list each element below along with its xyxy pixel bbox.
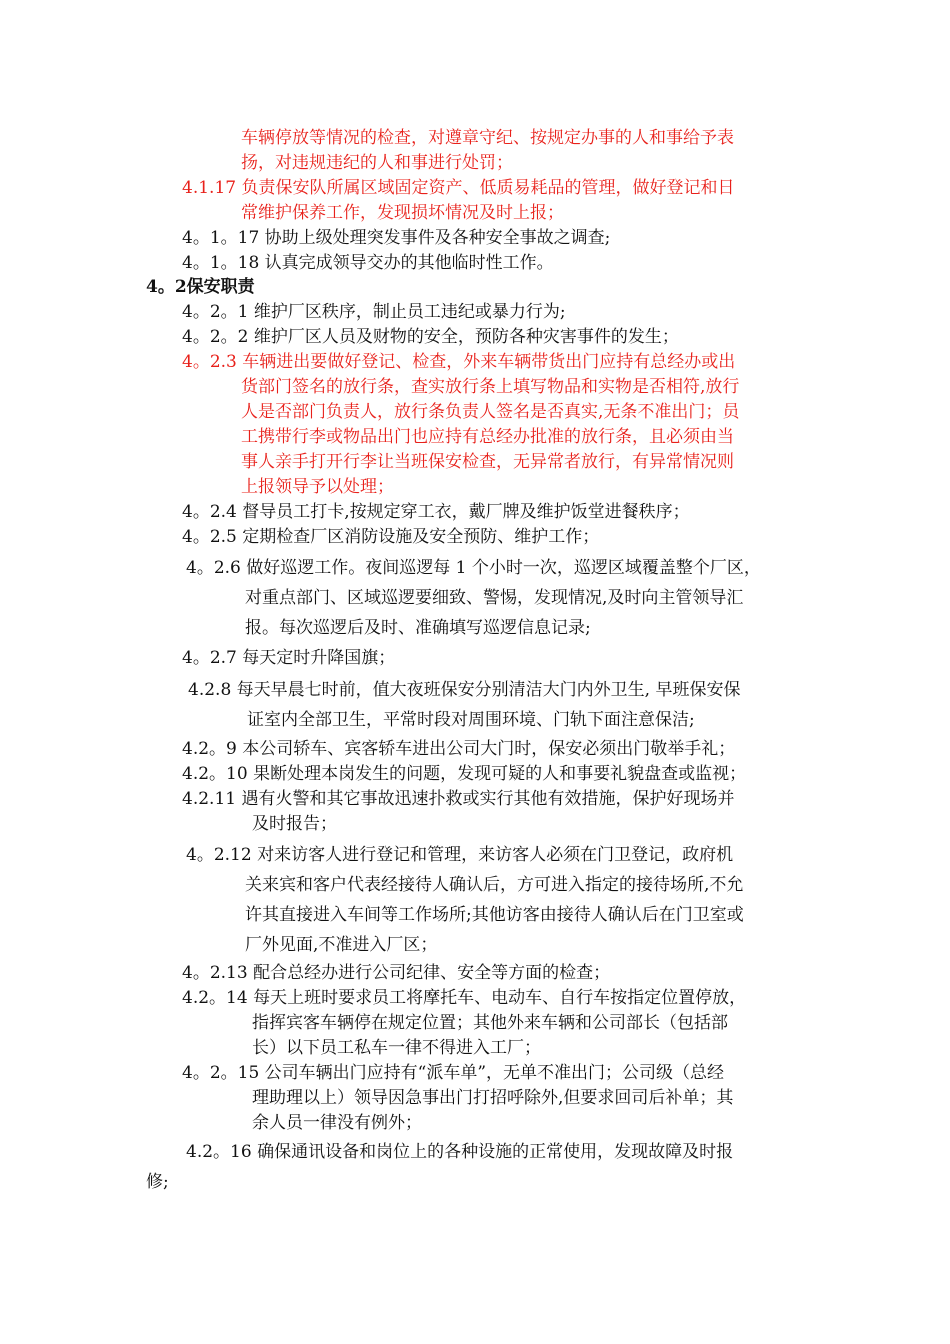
text-line: 4.2。9 本公司轿车、宾客轿车进出公司大门时，保安必须出门敬举手礼；	[182, 739, 736, 759]
text-line: 上报领导予以处理；	[241, 477, 394, 497]
text-line: 4。1。18 认真完成领导交办的其他临时性工作。	[182, 253, 554, 273]
section-heading: 4。2保安职责	[146, 277, 255, 297]
text-line: 人是否部门负责人，放行条负责人签名是否真实,无条不准出门；员	[241, 402, 740, 422]
text-line: 事人亲手打开行李让当班保安检查，无异常者放行，有异常情况则	[241, 452, 734, 472]
text-line: 4。2.13 配合总经办进行公司纪律、安全等方面的检查；	[182, 963, 611, 983]
text-line: 及时报告；	[252, 814, 337, 834]
text-line: 4。1。17 协助上级处理突发事件及各种安全事故之调查;	[182, 228, 611, 248]
text-line: 4.2.11 遇有火警和其它事故迅速扑救或实行其他有效措施，保护好现场并	[182, 789, 735, 809]
text-line: 4.2。16 确保通讯设备和岗位上的各种设施的正常使用，发现故障及时报	[186, 1142, 734, 1162]
text-line: 4.2.8 每天早晨七时前，值大夜班保安分别清洁大门内外卫生, 早班保安保	[188, 680, 741, 700]
text-line: 扬，对违规违纪的人和事进行处罚；	[241, 153, 513, 173]
text-line: 车辆停放等情况的检查，对遵章守纪、按规定办事的人和事给予表	[241, 128, 734, 148]
text-line: 4。2.4 督导员工打卡,按规定穿工衣，戴厂牌及维护饭堂进餐秩序；	[182, 502, 690, 522]
text-line: 4.2。14 每天上班时要求员工将摩托车、电动车、自行车按指定位置停放，	[182, 988, 747, 1008]
text-line: 4。2.3 车辆进出要做好登记、检查，外来车辆带货出门应持有总经办或出	[182, 352, 736, 372]
text-line: 理助理以上）领导因急事出门打招呼除外,但要求回司后补单；其	[252, 1088, 734, 1108]
text-line: 4。2.5 定期检查厂区消防设施及安全预防、维护工作；	[182, 527, 600, 547]
text-line: 常维护保养工作，发现损坏情况及时上报；	[241, 203, 564, 223]
text-line: 对重点部门、区域巡逻要细致、警惕，发现情况,及时向主管领导汇	[245, 588, 744, 608]
text-line: 4。2.6 做好巡逻工作。夜间巡逻每 1 个小时一次，巡逻区域覆盖整个厂区，	[186, 558, 761, 578]
text-line: 修;	[146, 1172, 169, 1192]
text-line: 4。2.12 对来访客人进行登记和管理，来访客人必须在门卫登记，政府机	[186, 845, 734, 865]
text-line: 4。2.7 每天定时升降国旗；	[182, 648, 396, 668]
text-line: 4。2。1 维护厂区秩序，制止员工违纪或暴力行为;	[182, 302, 566, 322]
text-line: 货部门签名的放行条，查实放行条上填写物品和实物是否相符,放行	[241, 377, 740, 397]
text-line: 余人员一律没有例外；	[252, 1113, 422, 1133]
text-line: 厂外见面,不准进入厂区；	[245, 935, 438, 955]
text-line: 报。每次巡逻后及时、准确填写巡逻信息记录;	[245, 618, 591, 638]
text-line: 指挥宾客车辆停在规定位置；其他外来车辆和公司部长（包括部	[252, 1013, 728, 1033]
text-line: 4.2。10 果断处理本岗发生的问题，发现可疑的人和事要礼貌盘查或监视；	[182, 764, 747, 784]
text-line: 关来宾和客户代表经接待人确认后，方可进入指定的接待场所,不允	[245, 875, 744, 895]
text-line: 许其直接进入车间等工作场所;其他访客由接待人确认后在门卫室或	[245, 905, 744, 925]
text-line: 4。2。15 公司车辆出门应持有“派车单”，无单不准出门；公司级（总经	[182, 1063, 725, 1083]
text-line: 4.1.17 负责保安队所属区域固定资产、低质易耗品的管理，做好登记和日	[182, 178, 735, 198]
text-line: 长）以下员工私车一律不得进入工厂；	[252, 1038, 541, 1058]
text-line: 证室内全部卫生，平常时段对周围环境、门轨下面注意保洁;	[247, 710, 695, 730]
text-line: 4。2。2 维护厂区人员及财物的安全，预防各种灾害事件的发生；	[182, 327, 679, 347]
text-line: 工携带行李或物品出门也应持有总经办批准的放行条，且必须由当	[241, 427, 734, 447]
